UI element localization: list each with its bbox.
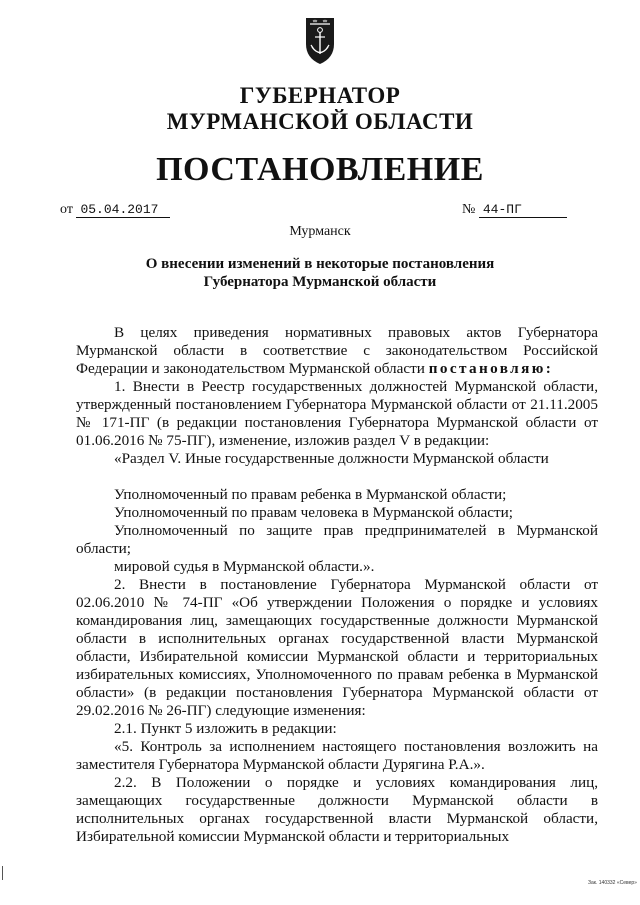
preamble-paragraph xyxy=(76,324,598,378)
document-body xyxy=(76,324,598,846)
paragraph-2-1-quote: «5. Контроль за исполнением настоящего постановления возложить на заместителя Губернатора Мурманской области Дурягина Р.А.». xyxy=(76,738,598,773)
preamble-text: В целях приведения нормативных правовых актов Губернатора Мурманской области в соответствие с законодательством Российской Федерации и законодательством Мурманской области xyxy=(76,324,598,377)
date-prefix: от xyxy=(60,202,73,217)
list-item: Уполномоченный по правам человека в Мурманской области; xyxy=(114,504,513,521)
paragraph-2: 2. Внести в постановление Губернатора Мурманской области от 02.06.2010 № 74-ПГ «Об утверждении Положения о порядке и условиях командирования лиц, замещающих государственные должности Мурманской области в исполнительных органах государственной власти Мурманской области, Избирательной комиссии Мурманской области и территориальных избирательных комиссиях, Уполномоченного по правам ребенка в Мурманской области» (в редакции постановления Губернатора Мурманской области от 29.02.2016 № 26-ПГ) следующие изменения: xyxy=(76,576,598,719)
authority-title-line1: ГУБЕРНАТОР xyxy=(239,83,401,108)
number-prefix: № xyxy=(462,202,476,217)
city-name: Мурманск xyxy=(289,224,351,239)
subject-line2: Губернатора Мурманской области xyxy=(203,274,437,290)
paragraph-2-2: 2.2. В Положении о порядке и условиях командирования лиц, замещающих государственные должности Мурманской области в исполнительных органах государственной власти Мурманской области, Избирательной комиссии Мурманской области и территориальных xyxy=(76,774,598,845)
subject-line1: О внесении изменений в некоторые постановления xyxy=(145,256,495,272)
date-value: 05.04.2017 xyxy=(76,203,170,218)
list-item: мировой судья в Мурманской области.». xyxy=(114,558,375,575)
number-value: 44-ПГ xyxy=(479,203,567,218)
scan-edge-mark xyxy=(2,866,3,880)
paragraph-1: 1. Внести в Реестр государственных должностей Мурманской области, утвержденный постановлением Губернатора Мурманской области от 21.11.2005 № 171-ПГ (в редакции постановления Губернатора Мурманской области от 01.06.2016 № 75-ПГ), изменение, изложив раздел V в редакции: xyxy=(76,378,598,449)
date-line xyxy=(60,202,170,218)
murmansk-coat-of-arms-icon xyxy=(302,14,338,66)
list-item: Уполномоченный по защите прав предпринимателей в Мурманской области; xyxy=(76,522,598,557)
list-item: Уполномоченный по правам ребенка в Мурманской области; xyxy=(114,486,507,503)
document-type-title: ПОСТАНОВЛЕНИЕ xyxy=(156,151,484,188)
document-subject xyxy=(0,255,640,291)
number-line xyxy=(462,202,567,218)
decree-word: постановляю: xyxy=(428,360,554,377)
authority-title-line2: МУРМАНСКОЙ ОБЛАСТИ xyxy=(166,109,474,134)
section-title-quote: «Раздел V. Иные государственные должности Мурманской области xyxy=(114,450,549,467)
paragraph-2-1: 2.1. Пункт 5 изложить в редакции: xyxy=(114,720,337,737)
print-code: Зак. 140332 «Север» xyxy=(588,880,637,886)
blank-line xyxy=(76,468,598,486)
